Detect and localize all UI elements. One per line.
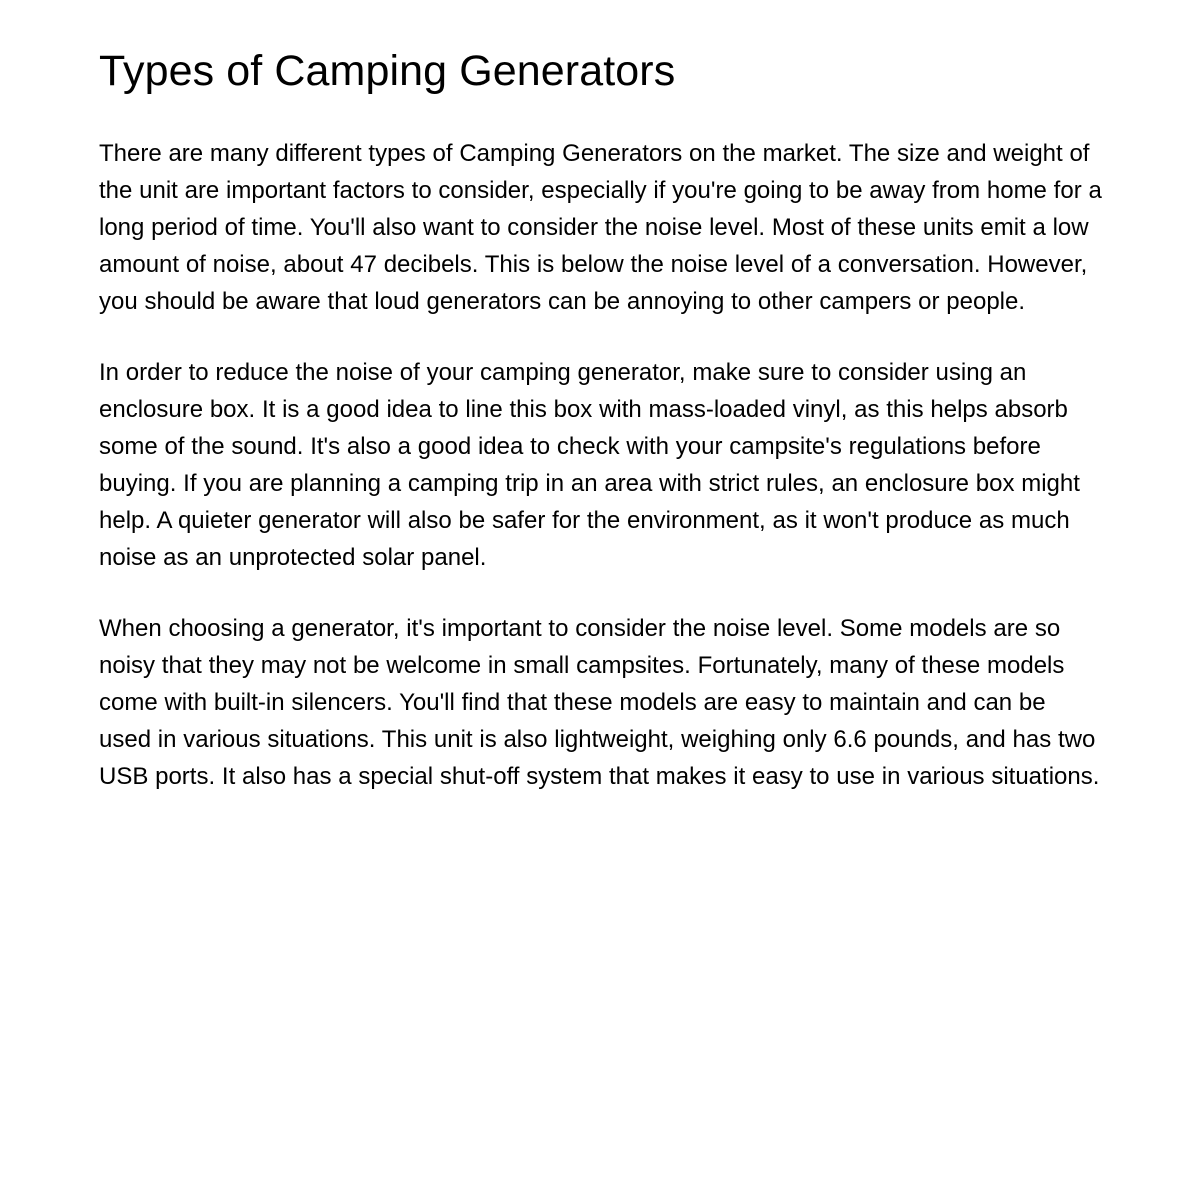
body-paragraph-1: There are many different types of Camping Generators on the market. The size and weight of the unit are important factors to consider, especially if you're going to be away from home for a long period of time. You'll also want to consider the noise level. Most of these units emit a low amount of noise, about 47 decibels. This is below the noise level of a conversation. However, you should be aware that loud generators can be annoying to other campers or people. (99, 140, 1102, 315)
body-paragraph-2: In order to reduce the noise of your camping generator, make sure to consider using an enclosure box. It is a good idea to line this box with mass-loaded vinyl, as this helps absorb some of the sound. It's also a good idea to check with your campsite's regulations before buying. If you are planning a camping trip in an area with strict rules, an enclosure box might help. A quieter generator will also be safer for the environment, as it won't produce as much noise as an unprotected solar panel. (99, 359, 1080, 571)
page-title: Types of Camping Generators (99, 47, 676, 95)
article-body (99, 135, 1103, 795)
body-paragraph-3: When choosing a generator, it's important to consider the noise level. Some models are so noisy that they may not be welcome in small campsites. Fortunately, many of these models come with built-in silencers. You'll find that these models are easy to maintain and can be used in various situations. This unit is also lightweight, weighing only 6.6 pounds, and has two USB ports. It also has a special shut-off system that makes it easy to use in various situations. (99, 615, 1100, 790)
